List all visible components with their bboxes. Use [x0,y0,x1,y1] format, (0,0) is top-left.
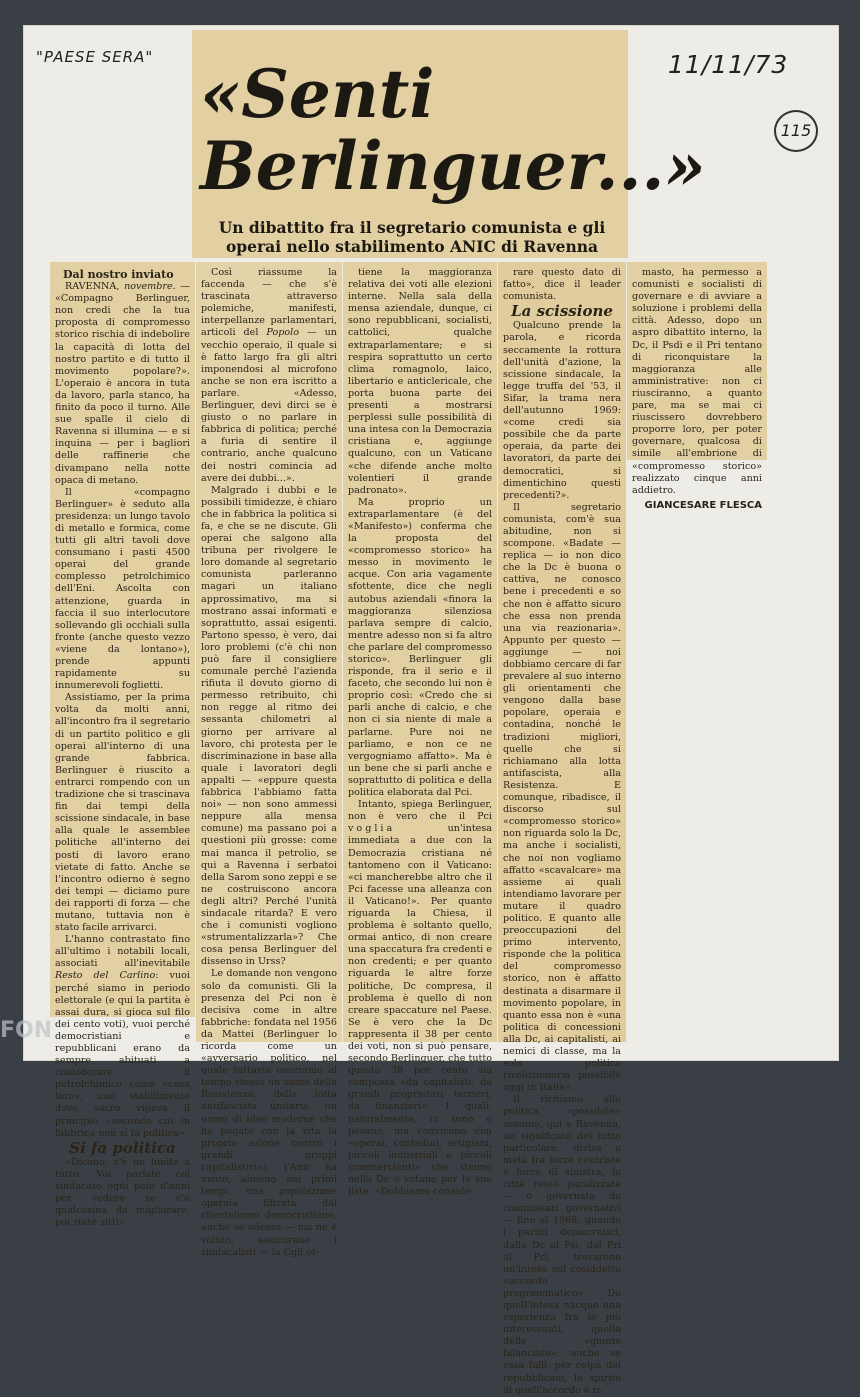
paragraph-text: «Compagno Berlinguer, non credi che la tua proposta di compromesso storico rischia di indebolire la capacità di lotta del nostro partito e di tutto il movimento popolare?». L'operaio è ancora in tuta da lavoro, parla stanco, ha finito da poco il turno. Alle sue spalle il cielo di Ravenna si illumina — e si inquina — per i bagliori delle raffinerie che divampano nella notte opaca di metano. [55,293,190,486]
archive-watermark: FON [0,1018,53,1043]
paragraph: Le domande non vengono solo da comunisti. Gli la presenza del Pci non è decisiva come in altre fabbriche: fondata nel 1956 da Mattei (Berlinguer lo ricorda come un «avversario politico, nel quale tuttavia onoriamo al tempo stesso un uomo della Resistenza, della lotta antifascista unitaria, un uomo di idee moderne che ha pagato con la vita la propria azione contro i grandi gruppi capitalistici»), l'Anic ha avuto, almeno nei primi tempi, una popolazione operaia filtrata dal clientelismo democristiano, anche se adesso — ma ne è voluto, assicurano i sindacalisti — la Cgil ot- [201,968,337,1258]
byline: Dal nostro inviato [63,268,174,281]
newspaper-name: Resto del Carlino [55,970,156,982]
paragraph-text: : vuoi perché siamo in periodo elettorale (e qui la partita è assai dura, si gioca sul filo dei cento voti), vuoi perché democristiani e repubblicani erano da sempre abituati a considerare il petrolchimico come «cosa loro», uno stabilimento dove sacro vigeva il principio «secondo cui in fabbrica non si fa politica». [55,970,190,1139]
paragraph-text: un'intesa immediata a due con la Democrazia cristiana né tantomeno con il Vaticano: «ci mancherebbe altro che il Pci facesse una alleanza con il Vaticano!». Per quanto riguarda la Chiesa, il problema è soltanto quello, ormai antico, di non creare una spaccatura fra credenti e non credenti; e per quanto riguarda le altre forze politiche, Dc compresa, il problema è quello di non creare spaccature nel Paese. Se è vero che la Dc rappresenta il 38 per cento dei voti, non si può pensare, secondo Berlinguer, che tutto questo 38 per cento sia composta «da capitalisti, da grandi proprietari terrieri, da finanzieri». I quali, naturalmente, ci sono e pesano; ma convivono con «operai, contadini, artigiani, piccoli industriali e piccoli commercianti» che stanno nella Dc o votano per le sue liste. «Dobbiamo conside- [348,823,492,1198]
paragraph: Il segretario comunista, com'è sua abitudine, non si scompone. «Badate — replica — io non dico che la Dc è buona o cattiva, ne conosco bene i precedenti e so che non è affatto sicuro che essa non prenda una via reazionaria». Appunto per questo — aggiunge — noi dobbiamo cercare di far prevalere al suo interno gli orientamenti che vengono dalla base popolare, operaia e contadina, nonché le tradizioni migliori, quelle che si richiamano alla lotta antifascista, alla Resistenza. E comunque, ribadisce, il discorso sul «compromesso storico» non riguarda solo la Dc, ma anche i socialisti, che noi non vogliamo affatto «scavalcare» ma assieme ai quali intendiamo lavorare per mutare il quadro politico. E quanto alle preoccupazioni del primo intervento, risponde che la politica del compromesso storico, non è affatto destinata a disarmare il movimento popolare, in quanto essa non è «una politica di concessioni alla Dc, ai capitalisti, ai nemici di classe, ma la sola politica rivoluzionaria possibile oggi in Italia». [503,501,621,1094]
article-subtitle: Un dibattito fra il segretario comunista e gli operai nello stabilimento ANIC di Ravenna [218,218,606,256]
paragraph-text: Così riassume la faccenda — che s'è trascinata attraverso polemiche, manifesti, interpellanze parlamentari, articoli del [201,267,337,339]
headline-clipping [192,30,706,258]
paragraph [201,267,337,485]
dateline-place: RAVENNA, [65,281,120,293]
spaced-word: voglia [348,823,396,835]
paragraph-text: L'hanno contrastato fino all'ultimo i notabili locali, associati all'inevitabile [55,934,190,970]
paragraph: Malgrado i dubbi e le possibili timidezze, è chiaro che in fabbrica la politica si fa, e che se ne discute. Gli operai che salgono alla tribuna per rivolgere le loro domande al segretario comunista parleranno magari un italiano approssimativo, ma si mostrano assai informati e soprattutto, assai esigenti. Partono spesso, è vero, dai loro problemi (c'è chi non può fare il consigliere comunale perché l'azienda rifiuta il dovuto giorno di permesso retribuito, chi non regge al ritmo dei sessanta chilometri al giorno per arrivare al lavoro, chi protesta per le discriminazione in base alla quale i lavoratori degli appalti — «eppure questa fabbrica l'abbiamo fatta noi» — non sono ammessi neppure alla mensa comune) ma passano poi a questioni più grosse: come mai manca il petrolio, se qui a Ravenna i serbatoi della Sarom sono zeppi e se ne costruiscono ancora degli altri? Perché l'unità sindacale ritarda? E vero che i comunisti vogliono «strumentalizzarla»? Che cosa pensa Berlinguer del dissenso in Urss? [201,484,337,968]
article-column-5 [627,262,767,511]
paragraph: «Dicono: c'è un limite a tutto. Voi parlate col sindacato ogni paio d'anni per vedere se c'è qualcosina da migliorare, poi state zitti». [55,1156,190,1229]
paragraph: tiene la maggioranza relativa dei voti alle elezioni interne. Nella sala della mensa aziendale, dunque, ci sono repubblicani, socialisti, cattolici, qualche extraparlamentare; e si respira soprattutto un certo clima romagnolo, laico, libertario e anticlericale, che porta buona parte dei presenti a mostrarsi perplessi sulle possibilità di una intesa con la Democrazia cristiana e, aggiunge qualcuno, con un Vaticano «che difende anche molto volentieri il grande padronato». [348,267,492,496]
paragraph-text: — un vecchio operaio, il quale si è fatto largo fra gli altri imponendosi al microfono anche se non era iscritto a parlare. «Adesso, Berlinguer, devi dirci se è giusto o no parlare in fabbrica di politica; perché a furia di sentire il contrario, anche qualcuno dei nostri comincia ad avere dei dubbi...». [201,327,337,484]
paragraph-text: Intanto, spiega Berlinguer, non è vero che il Pci [348,799,492,823]
paragraph [55,934,190,1140]
newspaper-name: Popolo [266,327,300,339]
paragraph [55,281,190,487]
article-column-3 [343,262,497,1198]
handwritten-source-note: "PAESE SERA" [36,48,154,66]
paragraph: Assistiamo, per la prima volta da molti anni, all'incontro fra il segretario di un partito politico e gli operai all'interno di una grande fabbrica. Berlinguer è riuscito a entrarci rompendo con un tradizione che si trascinava fin dai tempi della scissione sindacale, in base alla quale le assemblee politiche all'interno dei posti di lavoro erano vietate di fatto. Anche se l'incontro odierno è segno dei tempi — diciamo pure dei rapporti di forza — che mutano, tuttavia non è stato facile arrivarci. [55,692,190,934]
paragraph: Ma proprio un extraparlamentare (è del «Manifesto») conferma che la proposta del «compromesso storico» ha messo in movimento le acque. Con aria vagamente sfottente, dice che negli autobus aziendali «finora la maggioranza silenziosa parlava sempre di calcio, mentre adesso non si fa altro che parlare del compromesso storico». Berlinguer gli risponde, fra il serio e il faceto, che secondo lui non è proprio così: «Credo che si parli anche di calcio, e che non ci sia niente di male a parlarne. Pure noi ne parliamo, e non ce ne vergogniamo affatto». Ma è un bene che si parli anche e soprattutto di politica e della politica elaborata dal Pci. [348,496,492,799]
author-signature: GIANCESARE FLESCA [644,499,762,511]
paragraph [348,799,492,1198]
section-heading: Si fa politica [69,1138,176,1157]
paragraph: rare questo dato di fatto», dice il leader comunista. [503,267,621,303]
article-column-1 [50,262,195,1229]
article-title: «Senti Berlinguer...» [200,55,706,205]
paragraph: Il richiamo alla politica «possibile» assume, qui a Ravenna, un significato del tutto particolare: divisa a metà fra forze centriste e forze di sinistra, la città restò paralizzata — o governata da commissari governativi — fino al 1968, quando i partiti democratici, dalla Dc al Psi, dal Pri al Pci, trovarono un'intesa sul cosiddetto «accordo programmatico». Da quell'intesa nacque una esperienza fra le più interessanti, quella delle «giunte bilanciate»: anche se essa fallì, per colpa dei repubblicani, lo spirito di quell'accordo è ri- [503,1094,621,1396]
article-column-2 [196,262,342,1258]
article-column-4 [498,262,626,1396]
dateline-month: novembre. — [119,281,190,293]
paragraph: Il «compagno Berlinguer» è seduto alla presidenza: un lungo tavolo di metallo e formica, come tutti gli altri tavoli dove consumano i pasti 4500 operai del grande complesso petrolchimico dell'Eni. Ascolta con attenzione, guarda in faccia il suo interlocutore sollevando gli occhiali sulla fronte (anche questo vezzo «viene da lontano»), prende appunti rapidamente su innumerevoli foglietti. [55,486,190,692]
circled-page-number: 115 [774,110,818,152]
paragraph: masto, ha permesso a comunisti e socialisti di governare e di avviare a soluzione i problemi della città. Adesso, dopo un aspro dibattito interno, la Dc, il Psdi e il Pri tentano di riconquistare la maggioranza alle amministrative: non ci riusciranno, a quanto pare, ma se mai ci riuscissero dovrebbero proporre loro, per poter governare, qualcosa di simile all'embrione di «compromesso storico» realizzato cinque anni addietro. [632,267,762,496]
handwritten-date: 11/11/73 [668,50,789,79]
paragraph: Qualcuno prende la parola, e ricorda seccamente la rottura dell'unità d'azione, la scissione sindacale, la legge truffa del '53, il Sifar, la trama nera dell'autunno 1969: «come credi sia possibile che da parte operaia, da parte dei lavoratori, da parte dei democratici, si dimentichino questi precedenti?». [503,320,621,501]
section-heading: La scissione [511,302,613,321]
